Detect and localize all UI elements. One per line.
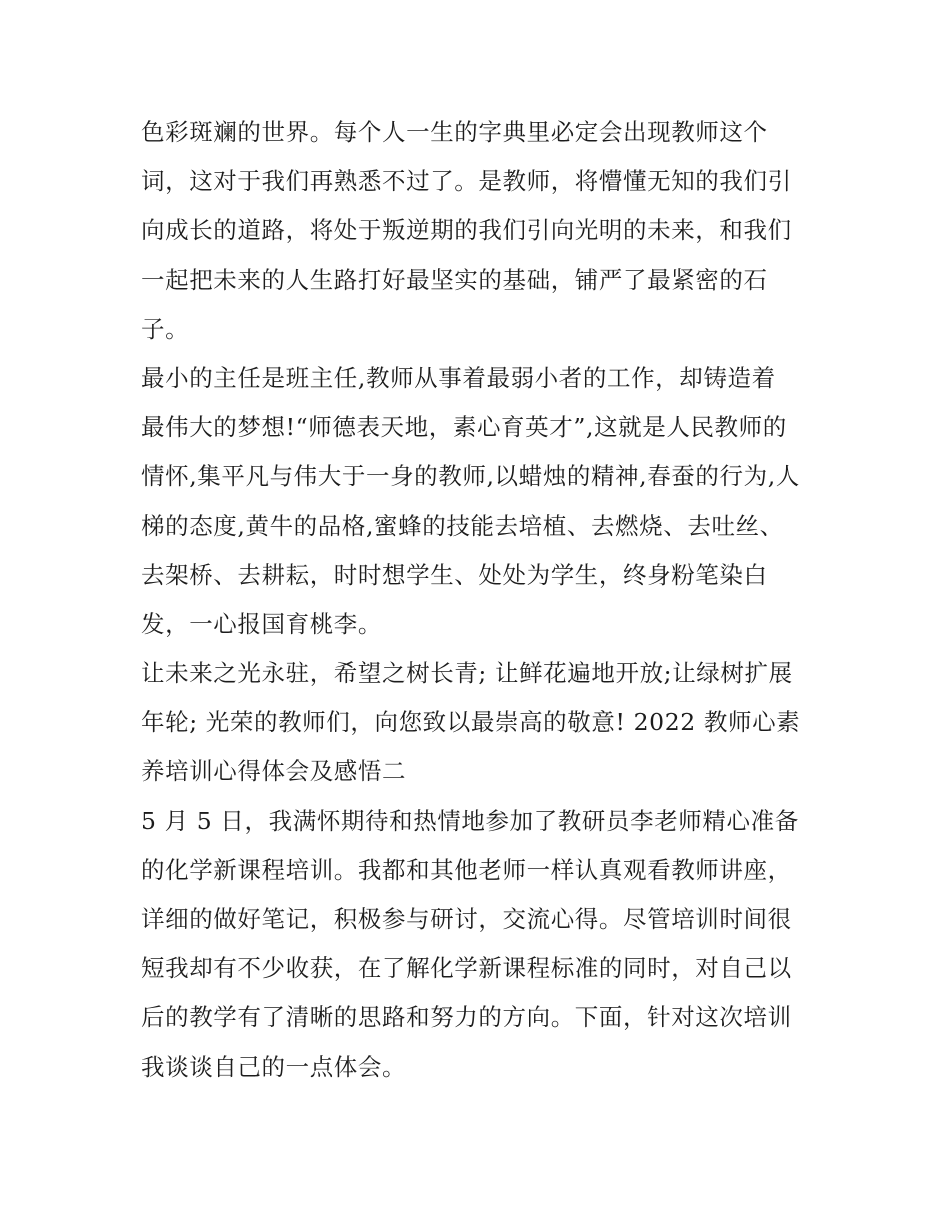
paragraph-1 bbox=[141, 108, 821, 354]
text-line: 让未来之光永驻，希望之树长青; 让鲜花遍地开放;让绿树扩展 bbox=[141, 659, 793, 688]
paragraph-4 bbox=[141, 797, 821, 1092]
document-body bbox=[141, 108, 821, 1092]
text-line: 我谈谈自己的一点体会。 bbox=[141, 1052, 407, 1081]
text-line: 一起把未来的人生路打好最坚实的基础，铺严了最紧密的石 bbox=[141, 265, 768, 294]
text-line: 最伟大的梦想!“师德表天地，素心育英才”,这就是人民教师的 bbox=[141, 413, 787, 442]
text-line: 最小的主任是班主任,教师从事着最弱小者的工作，却铸造着 bbox=[141, 363, 776, 392]
text-line: 色彩斑斓的世界。每个人一生的字典里必定会出现教师这个 bbox=[141, 118, 768, 146]
paragraph-2 bbox=[141, 354, 821, 649]
text-line: 年轮; 光荣的教师们，向您致以最崇高的敬意! 2022 教师心素 bbox=[141, 708, 801, 737]
text-line: 后的教学有了清晰的思路和努力的方向。下面，针对这次培训 bbox=[141, 1003, 792, 1032]
text-line: 去架桥、去耕耘，时时想学生、处处为学生，终身粉笔染白 bbox=[141, 560, 768, 589]
text-line: 梯的态度,黄牛的品格,蜜蜂的技能去培植、去燃烧、去吐丝、 bbox=[141, 511, 784, 540]
paragraph-3 bbox=[141, 649, 821, 797]
text-line: 详细的做好笔记，积极参与研讨，交流心得。尽管培训时间很 bbox=[141, 905, 792, 933]
text-line: 的化学新课程培训。我都和其他老师一样认真观看教师讲座， bbox=[141, 855, 792, 884]
text-line: 子。 bbox=[141, 314, 190, 343]
section-heading-line: 养培训心得体会及感悟二 bbox=[141, 757, 407, 786]
text-line: 短我却有不少收获，在了解化学新课程标准的同时，对自己以 bbox=[141, 954, 792, 983]
text-line: 5 月 5 日，我满怀期待和热情地参加了教研员李老师精心准备 bbox=[141, 806, 799, 835]
text-line: 情怀,集平凡与伟大于一身的教师,以蜡烛的精神,春蚕的行为,人 bbox=[141, 462, 800, 491]
text-line: 词，这对于我们再熟悉不过了。是教师，将懵懂无知的我们引 bbox=[141, 167, 792, 196]
text-line: 发，一心报国育桃李。 bbox=[141, 609, 382, 638]
text-line: 向成长的道路，将处于叛逆期的我们引向光明的未来，和我们 bbox=[141, 216, 792, 245]
